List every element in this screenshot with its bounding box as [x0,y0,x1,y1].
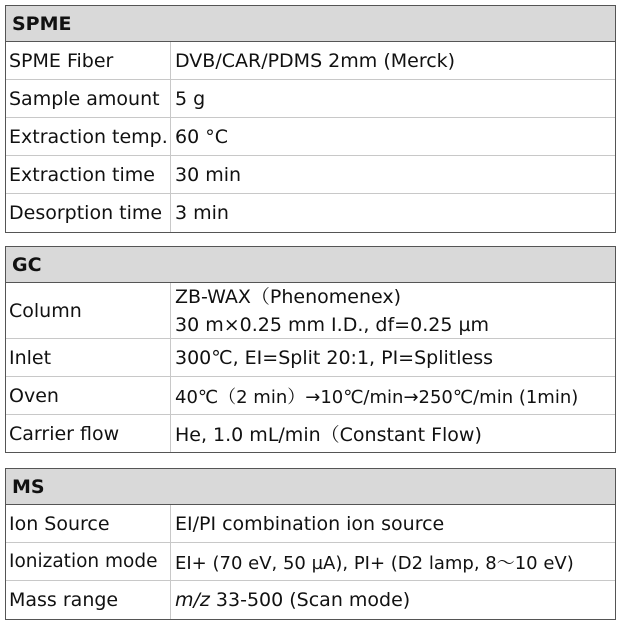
row-value: 5 g [175,87,206,110]
gc-table [5,246,616,453]
table-row [6,194,615,232]
row-label: Ion Source [6,505,171,542]
table-row [6,581,615,619]
row-value: DVB/CAR/PDMS 2mm (Merck) [175,49,456,72]
row-value: EI+ (70 eV, 50 µA), PI+ (D2 lamp, 8～10 eV) [175,552,574,574]
row-label: Oven [6,377,171,414]
row-value-line: 30 m×0.25 mm I.D., df=0.25 µm [175,313,490,336]
row-label: Extraction temp. [6,118,171,155]
row-value: 60 °C [175,125,228,148]
table-row [6,377,615,415]
table-row [6,543,615,581]
spme-table [5,5,616,233]
table-row [6,283,615,339]
row-value [171,283,615,338]
row-value [171,581,615,619]
ms-table [5,468,616,620]
row-value: 30 min [175,163,242,186]
row-value: EI/PI combination ion source [175,512,445,535]
table-row [6,339,615,377]
table-row [6,505,615,543]
row-value-line: ZB-WAX（Phenomenex) [175,285,402,308]
row-value: He, 1.0 mL/min（Constant Flow) [175,424,482,446]
table-row [6,118,615,156]
table-row [6,156,615,194]
row-label: SPME Fiber [6,42,171,79]
table-row [6,42,615,80]
ms-header: MS [6,469,615,505]
row-label: Desorption time [6,194,171,232]
row-value-text: 33-500 (Scan mode) [209,589,411,611]
row-label: Inlet [6,339,171,376]
row-label: Extraction time [6,156,171,193]
row-label: Sample amount [6,80,171,117]
row-label: Column [6,283,171,338]
row-label: Carrier flow [6,415,171,452]
table-row [6,415,615,452]
mz-italic: m/z [175,589,210,611]
spme-header: SPME [6,6,615,42]
row-value: 3 min [175,202,229,224]
gc-header: GC [6,247,615,283]
row-label: Ionization mode [6,543,171,580]
row-label: Mass range [6,581,171,619]
row-value: 300℃, EI=Split 20:1, PI=Splitless [175,346,493,369]
table-row [6,80,615,118]
row-value: 40℃（2 min）→10℃/min→250℃/min (1min) [175,386,579,408]
